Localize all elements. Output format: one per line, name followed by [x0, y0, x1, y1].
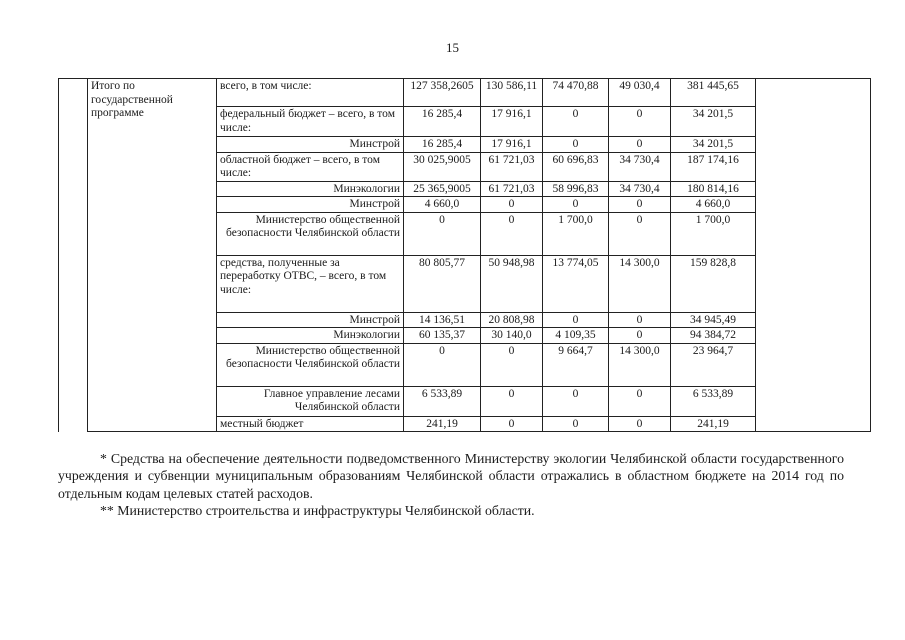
amount-cell-1: 0: [404, 212, 481, 255]
amount-cell-2: 0: [481, 343, 543, 386]
amount-cell-2: 17 916,1: [481, 107, 543, 137]
amount-cell-5: 94 384,72: [671, 328, 756, 344]
funding-source-label: всего, в том числе:: [217, 79, 404, 107]
amount-cell-5: 6 533,89: [671, 386, 756, 416]
amount-cell-1: 16 285,4: [404, 137, 481, 153]
amount-cell-2: 30 140,0: [481, 328, 543, 344]
amount-cell-4: 34 730,4: [609, 181, 671, 197]
funding-source-label: Главное управление лесами Челябинской области: [217, 386, 404, 416]
funding-source-label: Минэкологии: [217, 181, 404, 197]
amount-cell-3: 60 696,83: [543, 152, 609, 181]
amount-cell-3: 9 664,7: [543, 343, 609, 386]
amount-cell-3: 58 996,83: [543, 181, 609, 197]
funding-source-label: Минстрой: [217, 137, 404, 153]
amount-cell-2: 0: [481, 197, 543, 213]
amount-cell-5: 34 945,49: [671, 312, 756, 328]
funding-source-label: Минэкологии: [217, 328, 404, 344]
amount-cell-4: 14 300,0: [609, 255, 671, 312]
amount-cell-1: 0: [404, 343, 481, 386]
amount-cell-2: 61 721,03: [481, 181, 543, 197]
total-label-cell: Итого по государственной программе: [88, 79, 217, 432]
amount-cell-3: 0: [543, 416, 609, 432]
amount-cell-2: 0: [481, 416, 543, 432]
amount-cell-3: 1 700,0: [543, 212, 609, 255]
footnote-1: * Средства на обеспечение деятельности подведомственного Министерству экологии Челябинской области государственного учреждения и субвенции муниципальным образованиям Челябинской области отражались в областном бюджете на 2014 год по отдельным кодам целевых статей расходов.: [58, 451, 844, 501]
amount-cell-4: 0: [609, 197, 671, 213]
amount-cell-3: 0: [543, 386, 609, 416]
amount-cell-4: 0: [609, 137, 671, 153]
budget-table: [58, 78, 871, 432]
funding-source-label: Минстрой: [217, 197, 404, 213]
amount-cell-2: 0: [481, 212, 543, 255]
funding-source-label: областной бюджет – всего, в том числе:: [217, 152, 404, 181]
amount-cell-3: 13 774,05: [543, 255, 609, 312]
amount-cell-4: 0: [609, 386, 671, 416]
empty-column-cell: [756, 79, 871, 432]
amount-cell-4: 49 030,4: [609, 79, 671, 107]
footnote-2: ** Министерство строительства и инфраструктуры Челябинской области.: [100, 503, 535, 519]
funding-source-label: федеральный бюджет – всего, в том числе:: [217, 107, 404, 137]
amount-cell-5: 34 201,5: [671, 107, 756, 137]
amount-cell-5: 4 660,0: [671, 197, 756, 213]
budget-table-body: [59, 79, 871, 432]
amount-cell-1: 6 533,89: [404, 386, 481, 416]
funding-source-label: Министерство общественной безопасности Челябинской области: [217, 212, 404, 255]
amount-cell-5: 1 700,0: [671, 212, 756, 255]
amount-cell-2: 130 586,11: [481, 79, 543, 107]
amount-cell-4: 0: [609, 107, 671, 137]
funding-source-label: Министерство общественной безопасности Челябинской области: [217, 343, 404, 386]
funding-source-label: средства, полученные за переработку ОТВС, – всего, в том числе:: [217, 255, 404, 312]
amount-cell-5: 187 174,16: [671, 152, 756, 181]
amount-cell-5: 241,19: [671, 416, 756, 432]
amount-cell-4: 0: [609, 416, 671, 432]
amount-cell-4: 0: [609, 212, 671, 255]
amount-cell-1: 60 135,37: [404, 328, 481, 344]
amount-cell-3: 0: [543, 137, 609, 153]
amount-cell-1: 16 285,4: [404, 107, 481, 137]
amount-cell-5: 381 445,65: [671, 79, 756, 107]
amount-cell-1: 25 365,9005: [404, 181, 481, 197]
amount-cell-1: 80 805,77: [404, 255, 481, 312]
amount-cell-4: 0: [609, 328, 671, 344]
amount-cell-5: 34 201,5: [671, 137, 756, 153]
amount-cell-4: 0: [609, 312, 671, 328]
amount-cell-2: 50 948,98: [481, 255, 543, 312]
footnotes: [58, 450, 844, 520]
amount-cell-4: 14 300,0: [609, 343, 671, 386]
amount-cell-3: 0: [543, 312, 609, 328]
amount-cell-5: 23 964,7: [671, 343, 756, 386]
table-row: [59, 79, 871, 107]
amount-cell-1: 127 358,2605: [404, 79, 481, 107]
funding-source-label: Минстрой: [217, 312, 404, 328]
amount-cell-1: 30 025,9005: [404, 152, 481, 181]
row-number-cell: [59, 79, 88, 432]
amount-cell-3: 0: [543, 107, 609, 137]
amount-cell-4: 34 730,4: [609, 152, 671, 181]
amount-cell-2: 61 721,03: [481, 152, 543, 181]
page-number: 15: [446, 40, 459, 55]
amount-cell-1: 4 660,0: [404, 197, 481, 213]
amount-cell-5: 159 828,8: [671, 255, 756, 312]
amount-cell-3: 74 470,88: [543, 79, 609, 107]
amount-cell-5: 180 814,16: [671, 181, 756, 197]
amount-cell-2: 0: [481, 386, 543, 416]
amount-cell-2: 17 916,1: [481, 137, 543, 153]
amount-cell-3: 0: [543, 197, 609, 213]
amount-cell-1: 14 136,51: [404, 312, 481, 328]
amount-cell-2: 20 808,98: [481, 312, 543, 328]
amount-cell-1: 241,19: [404, 416, 481, 432]
funding-source-label: местный бюджет: [217, 416, 404, 432]
amount-cell-3: 4 109,35: [543, 328, 609, 344]
